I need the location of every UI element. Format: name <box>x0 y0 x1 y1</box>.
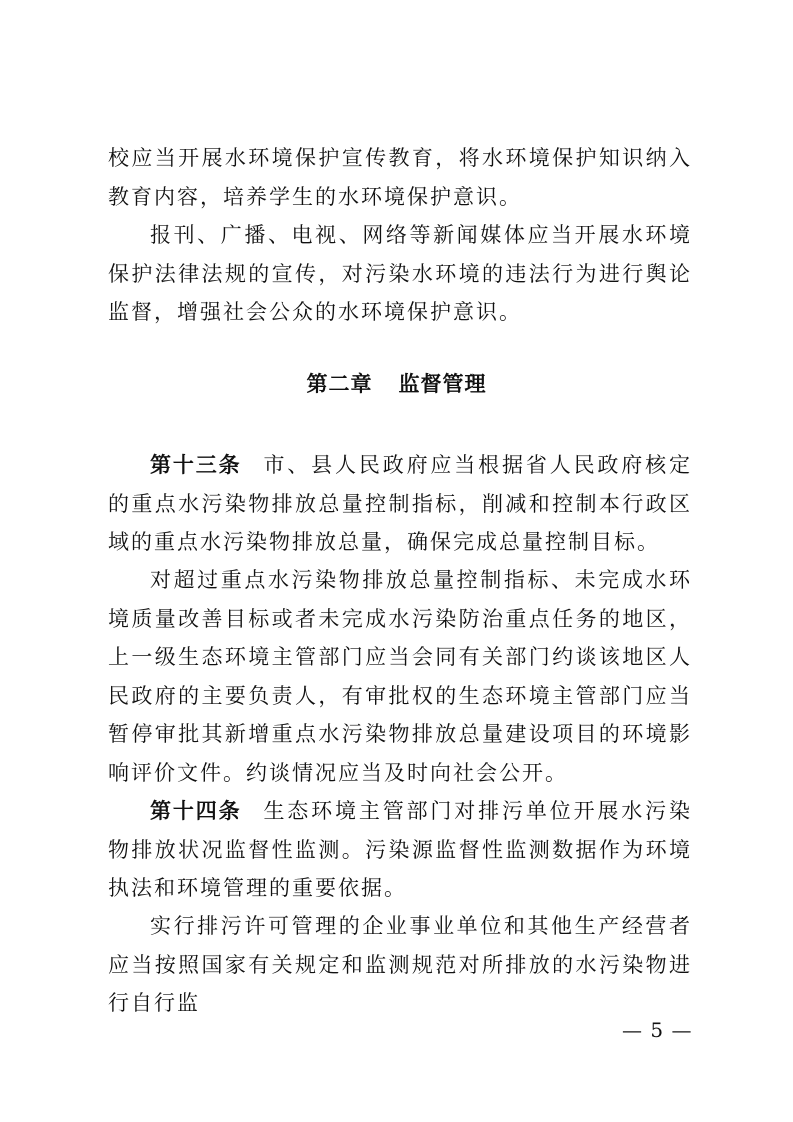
article-14-paragraph <box>108 792 692 908</box>
paragraph-media-publicity: 报刊、广播、电视、网络等新闻媒体应当开展水环境保护法律法规的宣传，对污染水环境的违法行为进行舆论监督，增强社会公众的水环境保护意识。 <box>108 223 692 324</box>
page-number: — 5 — <box>622 1018 693 1042</box>
paragraph-continued-education: 校应当开展水环境保护宣传教育，将水环境保护知识纳入教育内容，培养学生的水环境保护意识。 <box>108 146 692 209</box>
chapter-number: 第二章 <box>306 372 373 396</box>
chapter-title-text: 监督管理 <box>398 372 487 396</box>
article-13-paragraph-2: 对超过重点水污染物排放总量控制指标、未完成水环境质量改善目标或者未完成水污染防治重点任务的地区，上一级生态环境主管部门应当会同有关部门约谈该地区人民政府的主要负责人，有审批权的生态环境主管部门应当暂停审批其新增重点水污染物排放总量建设项目的环境影响评价文件。约谈情况应当及时向社会公开。 <box>108 568 692 785</box>
article-14-label: 第十四条 <box>150 799 242 823</box>
article-13-label: 第十三条 <box>150 453 242 477</box>
article-13-paragraph <box>108 446 692 562</box>
article-14-text: 生态环境主管部门对排污单位开展水污染物排放状况监督性监测。污染源监督性监测数据作为环境执法和环境管理的重要依据。 <box>108 799 693 900</box>
article-13-text: 市、县人民政府应当根据省人民政府核定的重点水污染物排放总量控制指标，削减和控制本行政区域的重点水污染物排放总量，确保完成总量控制目标。 <box>108 453 693 554</box>
article-14-paragraph-2: 实行排污许可管理的企业事业单位和其他生产经营者应当按照国家有关规定和监测规范对所排放的水污染物进行自行监 <box>108 914 692 1015</box>
chapter-heading <box>0 368 793 398</box>
